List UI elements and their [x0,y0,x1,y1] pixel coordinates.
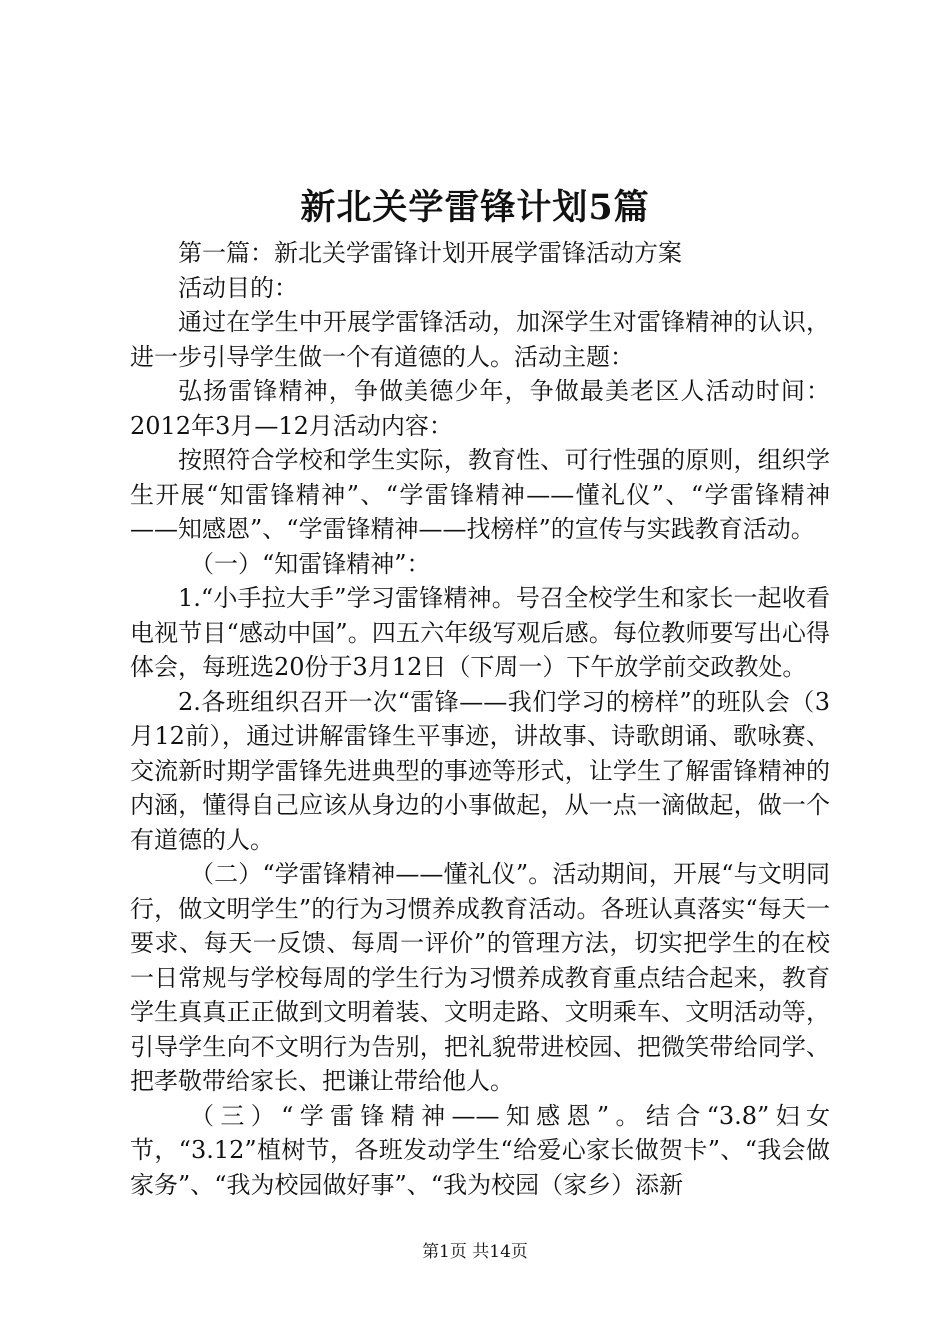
paragraph-subheading-2: （二）“学雷锋精神——懂礼仪”。活动期间，开展“与文明同行，做文明学生”的行为习惯养成教育活动。各班认真落实“每天一要求、每天一反馈、每周一评价”的管理方法，切实把学生的在校一日常规与学校每周的学生行为习惯养成教育重点结合起来，教育学生真真正正做到文明着装、文明走路、文明乘车、文明活动等，引导学生向不文明行为告别，把礼貌带进校园、把微笑带给同学、把孝敬带给家长、把谦让带给他人。 [130,860,830,1095]
paragraph-activity-purpose: 通过在学生中开展学雷锋活动，加深学生对雷锋精神的认识，进一步引导学生做一个有道德的人。活动主题： [130,308,830,371]
paragraph-section-heading: 第一篇：新北关学雷锋计划开展学雷锋活动方案 [178,239,682,267]
paragraph-item-2: 2.各班组织召开一次“雷锋——我们学习的榜样”的班队会（3月12前），通过讲解雷锋生平事迹，讲故事、诗歌朗诵、歌咏赛、交流新时期学雷锋先进典型的事迹等形式，让学生了解雷锋精神的内涵，懂得自己应该从身边的小事做起，从一点一滴做起，做一个有道德的人。 [130,687,830,854]
page-footer: 第1页 共14页 [422,1242,528,1262]
document-body [130,236,830,1202]
paragraph-subheading-1: （一）“知雷锋精神”： [190,549,431,578]
document-title: 新北关学雷锋计划5篇 [300,187,650,228]
paragraph-item-1: 1.“小手拉大手”学习雷锋精神。号召全校学生和家长一起收看电视节目“感动中国”。四五六年级写观后感。每位教师要写出心得体会，每班选20份于3月12日（下周一）下午放学前交政教处。 [130,584,830,681]
paragraph-subheading-3: （三）“学雷锋精神——知感恩”。结合“3.8”妇女节，“3.12”植树节，各班发动学生“给爱心家长做贺卡”、“我会做家务”、“我为校园做好事”、“我为校园（家乡）添新 [130,1101,830,1199]
paragraph-activity-theme: 弘扬雷锋精神，争做美德少年，争做最美老区人活动时间：2012年3月—12月活动内容： [130,377,830,440]
paragraph-activity-principle: 按照符合学校和学生实际，教育性、可行性强的原则，组织学生开展“知雷锋精神”、“学雷锋精神——懂礼仪”、“学雷锋精神——知感恩”、“学雷锋精神——找榜样”的宣传与实践教育活动。 [130,446,830,543]
paragraph-activity-purpose-label: 活动目的： [178,273,298,302]
